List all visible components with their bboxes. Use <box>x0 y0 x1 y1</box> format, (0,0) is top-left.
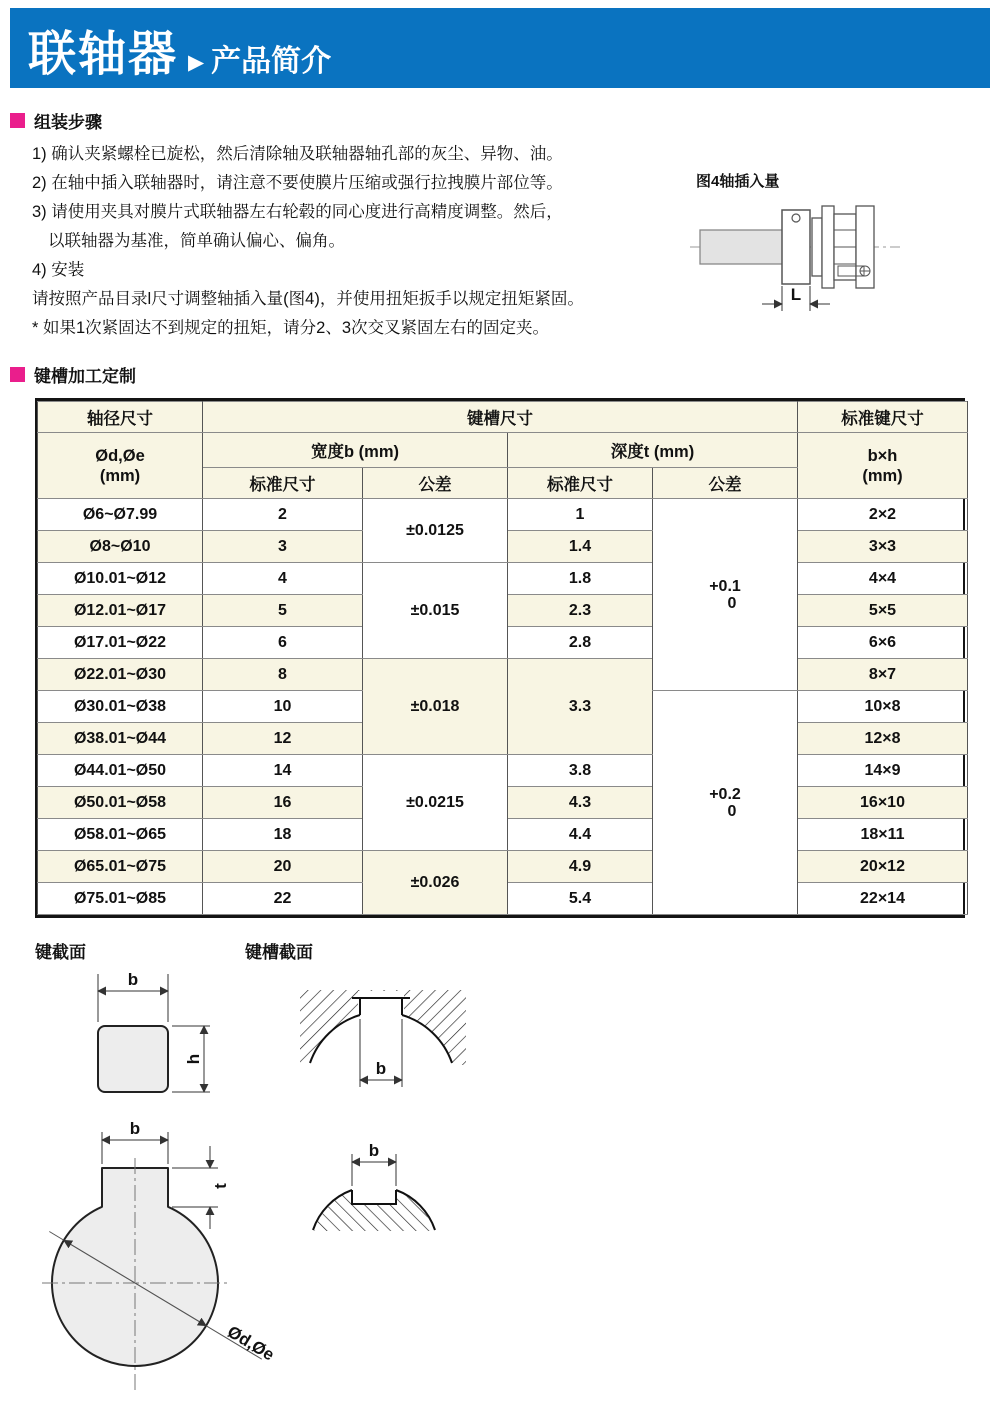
page-subtitle: 产品简介 <box>211 45 332 78</box>
header-keyway-size: 键槽尺寸 <box>203 402 798 433</box>
keyway-table-wrap <box>35 398 965 918</box>
header-width-group: 宽度b (mm) <box>203 433 508 468</box>
dim-b-label: b <box>368 1141 380 1160</box>
table-cell: 2.8 <box>508 627 653 659</box>
table-cell: 20×12 <box>798 851 968 883</box>
assembly-steps <box>32 140 690 343</box>
table-cell: 18×11 <box>798 819 968 851</box>
assembly-title: 组装步骤 <box>34 113 102 132</box>
keyway-title: 键槽加工定制 <box>34 367 136 386</box>
table-cell: 5 <box>203 595 363 627</box>
table-cell: Ø44.01~Ø50 <box>38 755 203 787</box>
key-section-title: 键截面 <box>35 943 86 962</box>
page-banner <box>10 8 990 88</box>
dim-b-label: b <box>129 1119 141 1138</box>
shaft-with-key-drawing <box>30 1118 292 1403</box>
header-depth-tolerance: 公差 <box>653 468 798 499</box>
keyway-table-head <box>38 402 968 499</box>
figure4-drawing <box>688 170 988 320</box>
dim-diameter-label: Ød,Øe <box>224 1322 278 1365</box>
table-cell: 3×3 <box>798 531 968 563</box>
header-bh <box>798 433 968 499</box>
table-cell: 10×8 <box>798 691 968 723</box>
table-cell: 4.3 <box>508 787 653 819</box>
table-cell: 22 <box>203 883 363 915</box>
keyway-section-title: 键槽截面 <box>245 943 313 962</box>
table-cell: Ø38.01~Ø44 <box>38 723 203 755</box>
dim-h-label: h <box>184 1053 203 1065</box>
table-row <box>38 499 968 531</box>
table-cell: 12 <box>203 723 363 755</box>
section-marker-icon <box>10 367 25 382</box>
header-diameter-unit: (mm) <box>99 466 141 485</box>
section-marker-icon <box>10 113 25 128</box>
table-cell: ±0.026 <box>363 851 508 915</box>
table-cell: Ø22.01~Ø30 <box>38 659 203 691</box>
header-depth-group: 深度t (mm) <box>508 433 798 468</box>
table-cell: 6 <box>203 627 363 659</box>
table-cell: 3 <box>203 531 363 563</box>
key-cross-section-drawing <box>60 958 240 1108</box>
table-cell: 1 <box>508 499 653 531</box>
table-cell: Ø50.01~Ø58 <box>38 787 203 819</box>
page-title: 联轴器 <box>28 28 179 81</box>
table-header-row <box>38 402 968 433</box>
shaft-hatching <box>300 1128 470 1250</box>
table-cell: 1.8 <box>508 563 653 595</box>
table-cell: Ø8~Ø10 <box>38 531 203 563</box>
header-width-standard: 标准尺寸 <box>203 468 363 499</box>
table-cell: 18 <box>203 819 363 851</box>
keyway-section-heading <box>10 362 136 387</box>
table-cell: 12×8 <box>798 723 968 755</box>
header-diameter-range <box>38 433 203 499</box>
table-cell: 2 <box>203 499 363 531</box>
table-cell: Ø6~Ø7.99 <box>38 499 203 531</box>
assembly-section <box>10 108 690 343</box>
table-cell: Ø10.01~Ø12 <box>38 563 203 595</box>
table-cell: 10 <box>203 691 363 723</box>
table-cell: Ø12.01~Ø17 <box>38 595 203 627</box>
table-cell: 4.9 <box>508 851 653 883</box>
table-cell: ±0.0215 <box>363 755 508 851</box>
table-cell: 4.4 <box>508 819 653 851</box>
dim-b-label: b <box>127 970 139 989</box>
table-cell: 20 <box>203 851 363 883</box>
table-cell: 1.4 <box>508 531 653 563</box>
table-row <box>38 755 968 787</box>
table-cell: 2.3 <box>508 595 653 627</box>
dim-b-label: b <box>375 1059 387 1078</box>
table-cell: +0.2 0 <box>653 691 798 915</box>
assembly-step-line: * 如果1次紧固达不到规定的扭矩，请分2、3次交叉紧固左右的固定夹。 <box>32 319 550 337</box>
table-header-row <box>38 433 968 468</box>
banner-arrow-icon: ▶ <box>188 51 205 74</box>
header-bh-symbol: b×h <box>867 446 898 465</box>
assembly-step-line: 3) 请使用夹具对膜片式联轴器左右轮毂的同心度进行高精度调整。然后， <box>32 203 563 221</box>
table-cell: 5.4 <box>508 883 653 915</box>
assembly-step-line: 以联轴器为基准，简单确认偏心、偏角。 <box>48 232 345 250</box>
hub-keyway-drawing <box>300 985 470 1110</box>
table-cell: 3.3 <box>508 659 653 755</box>
table-cell: ±0.018 <box>363 659 508 755</box>
table-cell: 14 <box>203 755 363 787</box>
keyway-table-body <box>38 499 968 915</box>
table-cell: Ø58.01~Ø65 <box>38 819 203 851</box>
table-cell: Ø75.01~Ø85 <box>38 883 203 915</box>
table-row <box>38 563 968 595</box>
table-cell: 14×9 <box>798 755 968 787</box>
table-row <box>38 851 968 883</box>
clamp-collar-drawing <box>782 210 810 284</box>
header-bh-unit: (mm) <box>862 466 903 485</box>
keyway-table <box>37 401 968 915</box>
table-cell: 16×10 <box>798 787 968 819</box>
table-cell: ±0.0125 <box>363 499 508 563</box>
header-depth-standard: 标准尺寸 <box>508 468 653 499</box>
table-cell: ±0.015 <box>363 563 508 659</box>
table-cell: 2×2 <box>798 499 968 531</box>
assembly-step-line: 4) 安装 <box>32 261 85 279</box>
assembly-heading <box>10 108 690 133</box>
table-row <box>38 659 968 691</box>
header-shaft-diameter: 轴径尺寸 <box>38 402 203 433</box>
assembly-step-line: 1) 确认夹紧螺栓已旋松，然后清除轴及联轴器轴孔部的灰尘、异物、油。 <box>32 145 563 163</box>
shaft-keyway-drawing <box>300 1128 470 1250</box>
table-cell: 16 <box>203 787 363 819</box>
table-cell: 4×4 <box>798 563 968 595</box>
table-cell: 8×7 <box>798 659 968 691</box>
table-cell: Ø65.01~Ø75 <box>38 851 203 883</box>
figure4-caption: 图4轴插入量 <box>696 173 780 190</box>
key-square <box>98 1026 168 1092</box>
figure4-dim-label: L <box>790 285 802 304</box>
dim-t-label: t <box>211 1183 230 1189</box>
assembly-step-line: 请按照产品目录l尺寸调整轴插入量(图4)，并使用扭矩扳手以规定扭矩紧固。 <box>32 290 584 308</box>
figure4 <box>688 170 988 320</box>
table-cell: 5×5 <box>798 595 968 627</box>
assembly-step-line: 2) 在轴中插入联轴器时，请注意不要使膜片压缩或强行拉拽膜片部位等。 <box>32 174 563 192</box>
table-cell: 22×14 <box>798 883 968 915</box>
table-cell: Ø30.01~Ø38 <box>38 691 203 723</box>
header-standard-key: 标准键尺寸 <box>798 402 968 433</box>
table-cell: +0.1 0 <box>653 499 798 691</box>
table-cell: 3.8 <box>508 755 653 787</box>
header-width-tolerance: 公差 <box>363 468 508 499</box>
table-cell: 6×6 <box>798 627 968 659</box>
table-cell: 8 <box>203 659 363 691</box>
table-cell: Ø17.01~Ø22 <box>38 627 203 659</box>
header-diameter-symbol: Ød,Øe <box>95 446 145 465</box>
table-cell: 4 <box>203 563 363 595</box>
